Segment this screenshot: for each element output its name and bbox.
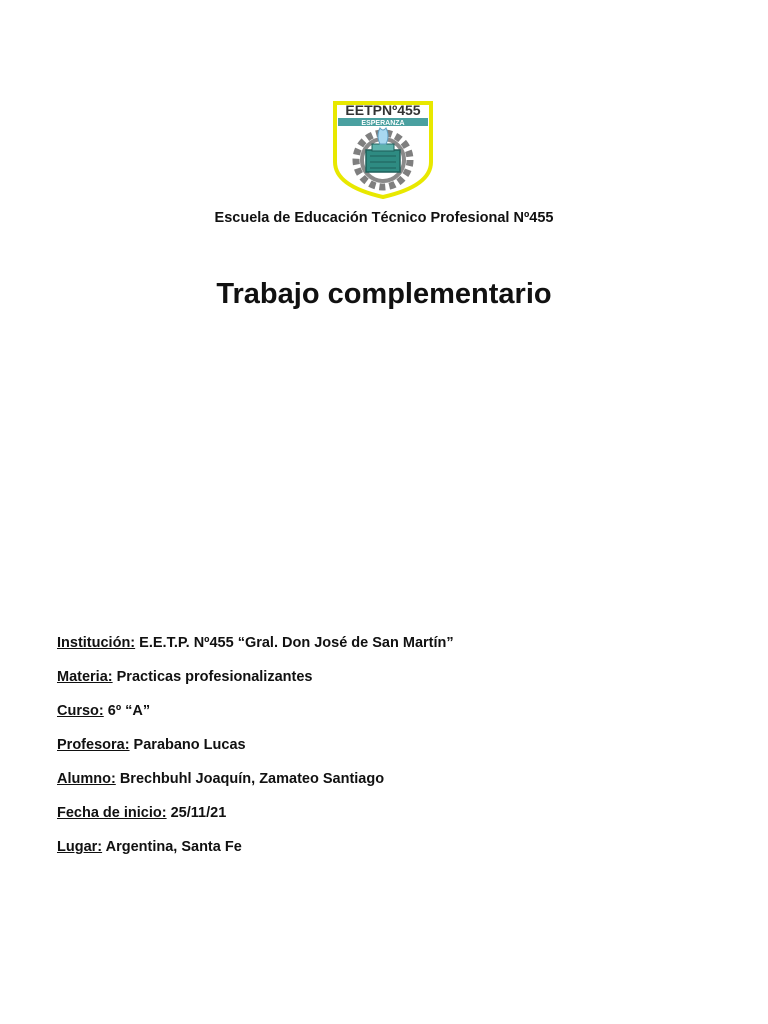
info-value: Parabano Lucas [129, 737, 246, 753]
info-row-curso [57, 701, 717, 735]
school-name: Escuela de Educación Técnico Profesional Nº455 [214, 210, 554, 226]
info-row-fecha-de-inicio [57, 803, 717, 837]
info-row-lugar [57, 837, 717, 871]
info-label: Materia: [57, 669, 113, 685]
document-title: Trabajo complementario [216, 278, 552, 310]
info-value: Brechbuhl Joaquín, Zamateo Santiago [115, 771, 385, 787]
info-value: Practicas profesionalizantes [112, 669, 313, 685]
info-value: E.E.T.P. Nº455 “Gral. Don José de San Martín” [135, 635, 454, 651]
info-label: Institución: [57, 635, 136, 651]
info-row-profesora [57, 735, 717, 769]
info-label: Curso: [57, 703, 104, 719]
info-value: 25/11/21 [166, 805, 227, 821]
info-row-institucion [57, 633, 717, 667]
info-label: Alumno: [57, 771, 116, 787]
info-value: Argentina, Santa Fe [102, 839, 242, 855]
logo-text: EETPNº455 [345, 102, 421, 118]
info-list [57, 633, 717, 871]
info-row-materia [57, 667, 717, 701]
logo-subtext: ESPERANZA [361, 120, 405, 127]
info-row-alumno [57, 769, 717, 803]
info-label: Fecha de inicio: [57, 805, 167, 821]
info-label: Profesora: [57, 737, 130, 753]
info-value: 6º “A” [103, 703, 151, 719]
school-logo [330, 100, 436, 200]
school-crest-icon [330, 100, 436, 200]
info-label: Lugar: [57, 839, 103, 855]
